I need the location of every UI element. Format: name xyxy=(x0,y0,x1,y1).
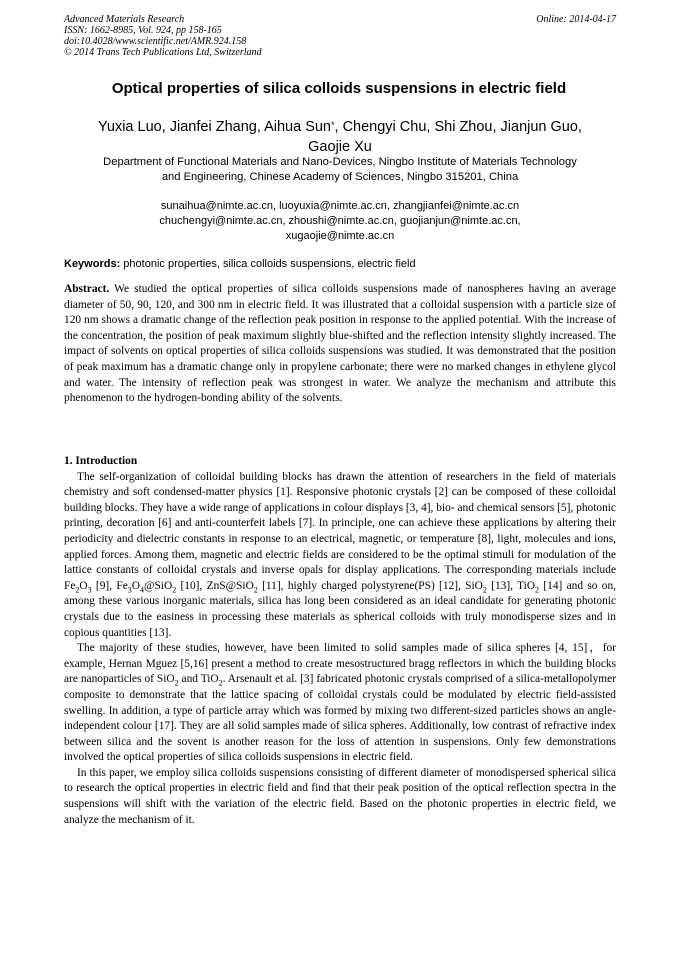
intro-paragraph-3: In this paper, we employ silica colloids suspensions consisting of different diameter of monodispersed spherical silica to research the optical properties in electric field and find that their peak position of the optical reflection spectra in the suspensions will shift with the variation of the electric field. Based on the photonic properties in electric field, we analyze the mechanism of it. xyxy=(64,766,616,826)
p1-text-b: O xyxy=(79,579,88,592)
doi-line: doi:10.4028/www.scientific.net/AMR.924.158 xyxy=(64,36,247,47)
affiliation-line1: Department of Functional Materials and Nano-Devices, Ningbo Institute of Materials Technology xyxy=(103,156,577,168)
keywords-label: Keywords: xyxy=(64,258,121,270)
journal-header xyxy=(64,14,616,58)
author-emails xyxy=(64,199,616,244)
p1-sub-6: 2 xyxy=(253,585,258,595)
p2-text-c: . Arsenault et al. [3] fabricated photonic crystals comprised of a silica-metallopolymer composite to demonstrate that the lattice spacing of colloidal crystals could be modulated by electric field-assisted swelling. In addition, a type of particle array which was formed by mixing two different-sized particles shows an angle-independent colour [17]. They are all solid samples made of silica spheres. Additionally, low contrast of refractive index between silica and the sovent is another reason for the loss of attention in suspensions. Only few demonstrations involved the optical properties of silica colloids suspensions in electric field. xyxy=(64,673,616,764)
issn-line: ISSN: 1662-8985, Vol. 924, pp 158-165 xyxy=(64,25,222,36)
affiliation-line2: and Engineering, Chinese Academy of Sciences, Ningbo 315201, China xyxy=(161,171,519,183)
paper-title: Optical properties of silica colloids suspensions in electric field xyxy=(111,80,567,97)
p1-text-e: @SiO xyxy=(143,579,173,592)
email-line2: chuchengyi@nimte.ac.cn, zhoushi@nimte.ac.cn, guojianjun@nimte.ac.cn, xyxy=(159,215,521,227)
p2-sub-2: 2 xyxy=(218,678,223,688)
section-heading: 1. Introduction xyxy=(64,455,138,467)
p1-text-i: [14] and so on, among these various inorganic materials, silica has long been considered as an ideal candidate for generating photonic crystals due to the easiness in processing these materials as spherical colloids with truly monodisperse sizes and in copious quantities [13]. xyxy=(64,579,617,639)
authors-part1: Yuxia Luo, Jianfei Zhang, Aihua Sun xyxy=(98,119,331,135)
corresponding-author-mark: * xyxy=(331,120,335,130)
p2-text-a: The majority of these studies, however, have been limited to solid samples made of silica spheres [4, 15]，for example, Hernan Mguez [5,16] present a method to create mesostructured bragg reflectors in which the building blocks are nanoparticles of SiO xyxy=(64,642,616,686)
p1-sub-5: 2 xyxy=(172,585,177,595)
p1-text-g: [11], highly charged polystyrene(PS) [12], SiO xyxy=(257,579,483,592)
intro-paragraph-1 xyxy=(64,470,616,642)
p1-text-d: O xyxy=(131,579,140,592)
abstract xyxy=(64,282,616,407)
introduction-section xyxy=(64,454,616,828)
p1-sub-3: 3 xyxy=(127,585,132,595)
p1-text-a: The self-organization of colloidal building blocks has drawn the attention of researchers in the field of materials chemistry and soft condensed-matter physics [1]. Responsive photonic crystals [2] can be composed of these colloidal building blocks. They have a wide range of applications in colour displays [3, 4], bio- and chemical sensors [5], photonic printing, decoration [6] and anti-counterfeit labels [7]. In principle, one can achieve these applications by altering their periodicity and dielectric constants in response to an electrical, magnetic, or temperature [8], light, molecules and ions, applied forces. Among them, magnetic and electric fields are considered to be the optimal stimuli for modulation of the lattice constants of colloidal crystals and inverse opals for display applications. The corresponding materials include Fe xyxy=(64,470,616,592)
online-date: Online: 2014-04-17 xyxy=(536,14,616,25)
p1-sub-2: 3 xyxy=(87,585,92,595)
p1-sub-7: 2 xyxy=(482,585,487,595)
copyright-line: © 2014 Trans Tech Publications Ltd, Switzerland xyxy=(64,47,262,58)
authors-part2: , Chengyi Chu, Shi Zhou, Jianjun Guo, xyxy=(334,119,582,135)
journal-name: Advanced Materials Research xyxy=(64,14,185,25)
email-line1: sunaihua@nimte.ac.cn, luoyuxia@nimte.ac.cn, zhangjianfei@nimte.ac.cn xyxy=(160,200,520,212)
p1-text-c: [9], Fe xyxy=(91,579,128,592)
abstract-text: We studied the optical properties of silica colloids suspensions made of nanospheres having an average diameter of 50, 90, 120, and 300 nm in electric field. It was illustrated that a colloidal suspension with a particle size of 120 nm shows a dramatic change of the reflection peak position in response to the applied potential. With the increase of the concentration, the position of peak maximum slightly blue-shifted and the reflection intensity slightly increased. The impact of solvents on optical properties of silica colloids suspensions was studied. It was demonstrated that the position of peak maximum has a dramatic change only in propylene carbonate; there were no marked changes in ethylene glycol and water. The intensity of reflection peak was strongest in water. We analyze the mechanism and attribute this phenomenon to the hydrogen-bonding ability of the solvents. xyxy=(64,283,616,405)
authors-line2: Gaojie Xu xyxy=(308,139,372,155)
p1-sub-1: 2 xyxy=(75,585,80,595)
p1-sub-4: 4 xyxy=(139,585,144,595)
email-line3: xugaojie@nimte.ac.cn xyxy=(285,230,395,242)
p2-text-b: and TiO xyxy=(178,673,219,686)
p1-text-h: [13], TiO xyxy=(486,579,536,592)
p1-sub-8: 2 xyxy=(535,585,540,595)
p2-sub-1: 2 xyxy=(174,678,179,688)
author-list xyxy=(64,117,616,157)
p1-text-f: [10], ZnS@SiO xyxy=(176,579,254,592)
abstract-label: Abstract. xyxy=(64,283,110,295)
keywords xyxy=(64,257,616,271)
intro-paragraph-2 xyxy=(64,641,616,766)
affiliation xyxy=(64,155,616,185)
keywords-text: photonic properties, silica colloids suspensions, electric field xyxy=(120,258,416,270)
